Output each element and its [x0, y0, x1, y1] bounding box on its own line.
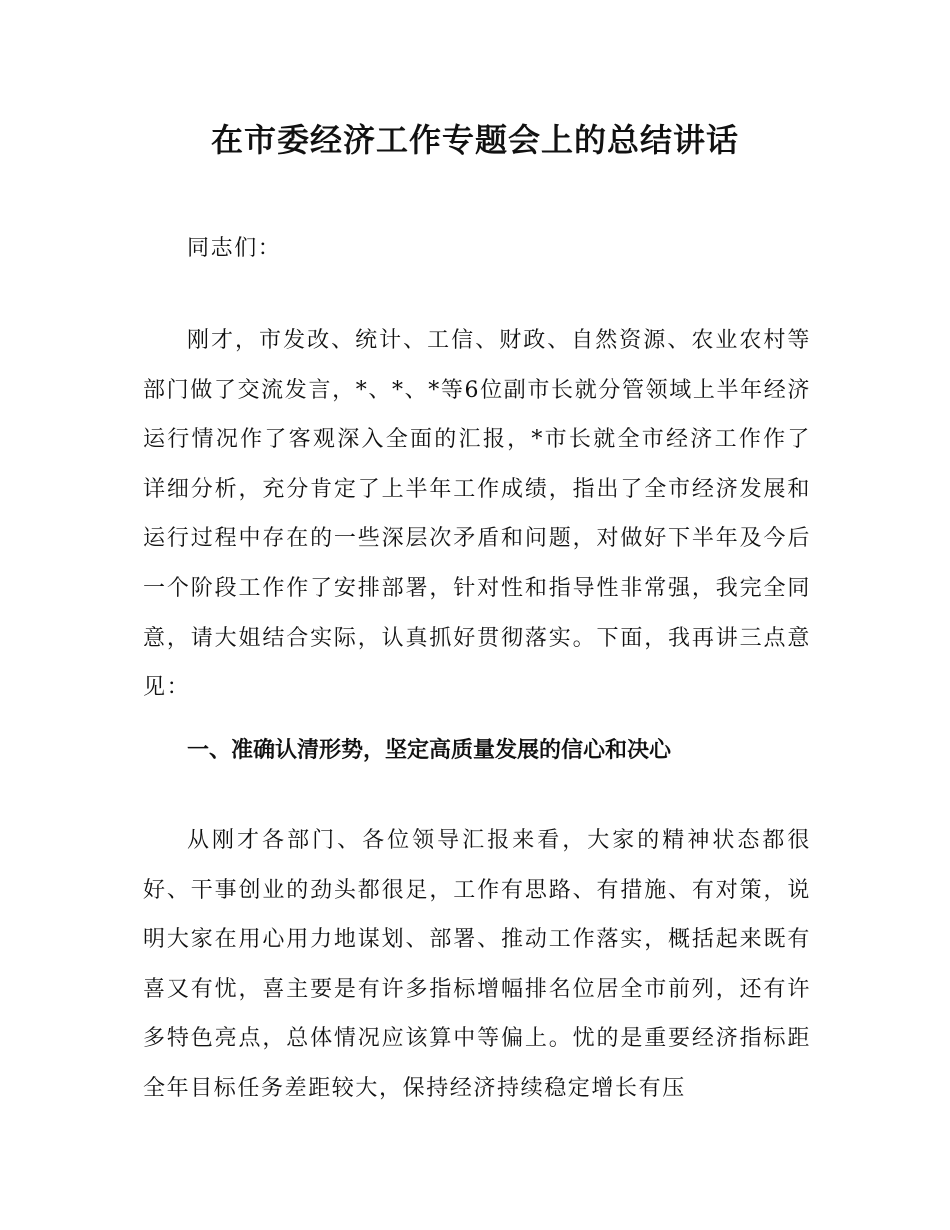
paragraph-opening: 刚才，市发改、统计、工信、财政、自然资源、农业农村等部门做了交流发言，*、*、*等6位副市长就分管领域上半年经济运行情况作了客观深入全面的汇报，*市长就全市经济工作作了详细分析，充分肯定了上半年工作成绩，指出了全市经济发展和运行过程中存在的一些深层次矛盾和问题，对做好下半年及今后一个阶段工作作了安排部署，针对性和指导性非常强，我完全同意，请大姐结合实际，认真抓好贯彻落实。下面，我再讲三点意见：: [143, 328, 811, 701]
paragraph-section-1: 从刚才各部门、各位领导汇报来看，大家的精神状态都很好、干事创业的劲头都很足，工作有思路、有措施、有对策，说明大家在用心用力地谋划、部署、推动工作落实，概括起来既有喜又有忧，喜主要是有许多指标增幅排名位居全市前列，还有许多特色亮点，总体情况应该算中等偏上。忧的是重要经济指标距全年目标任务差距较大，保持经济持续稳定增长有压: [143, 828, 811, 1101]
salutation: 同志们：: [187, 236, 282, 261]
document-title: 在市委经济工作专题会上的总结讲话: [210, 121, 739, 159]
section-heading-1: 一、准确认清形势，坚定高质量发展的信心和决心: [187, 738, 672, 763]
